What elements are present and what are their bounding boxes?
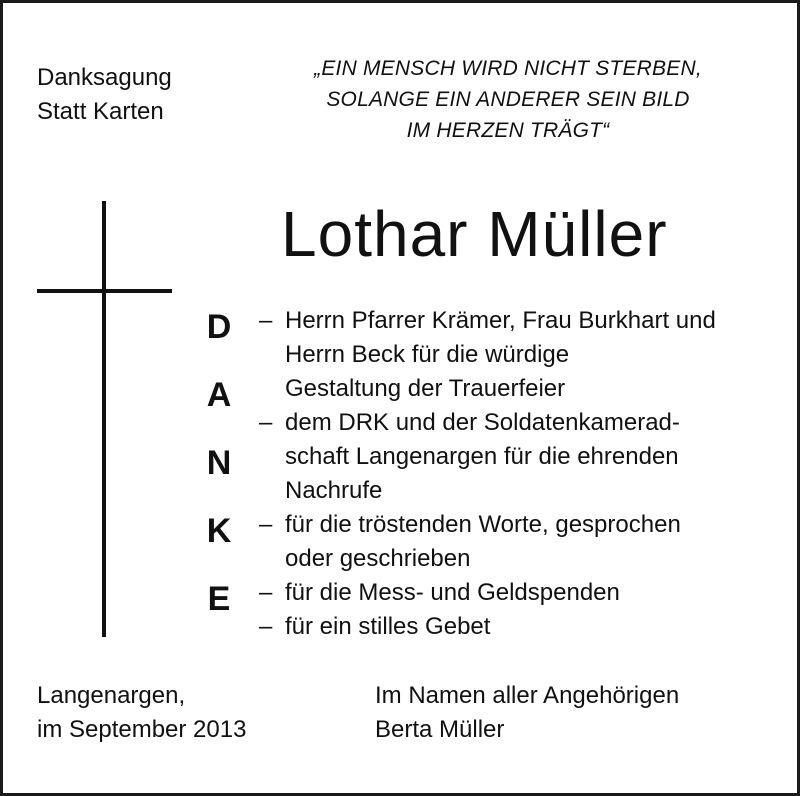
list-dash: – [259,511,273,538]
cross-vertical-bar [102,201,106,637]
signer-name: Berta Müller [375,716,505,743]
list-item-text: dem DRK und der Soldatenkamerad- [285,409,680,436]
quote-line: „EIN MENSCH WIRD NICHT STERBEN, [314,57,702,80]
signature-block [375,679,679,747]
deceased-name: Lothar Müller [281,198,668,270]
list-item [259,406,789,440]
list-item-text: für ein stilles Gebet [285,613,491,640]
place-and-date [37,679,246,747]
list-item-continuation [259,440,789,474]
list-item-text: Gestaltung der Trauerfeier [285,375,566,402]
list-item-continuation [259,372,789,406]
list-item [259,576,789,610]
danke-letter: A [206,376,232,414]
notice-heading [37,61,172,129]
cross-horizontal-bar [37,289,172,293]
memorial-quote [273,53,743,146]
list-item-text: Herrn Pfarrer Krämer, Frau Burkhart und [285,307,716,334]
place: Langenargen, [37,682,186,709]
heading-line-statt-karten: Statt Karten [37,98,164,125]
list-item-text: oder geschrieben [285,545,471,572]
list-item-text: für die tröstenden Worte, gesprochen [285,511,681,538]
list-item-continuation [259,474,789,508]
list-item [259,610,789,644]
danke-letter: E [207,580,231,618]
thanks-list [259,304,789,644]
list-item-text: Herrn Beck für die würdige [285,341,570,368]
date: im September 2013 [37,716,247,743]
list-item-text: für die Mess- und Geldspenden [285,579,620,606]
list-item [259,304,789,338]
list-dash: – [259,409,273,436]
list-item-continuation [259,338,789,372]
danke-letter: K [206,512,232,550]
cross-icon [37,201,172,637]
list-dash: – [259,307,273,334]
heading-line-danksagung: Danksagung [37,64,172,91]
danke-letter: N [206,444,232,482]
quote-line: IM HERZEN TRÄGT“ [406,119,610,142]
on-behalf-line: Im Namen aller Angehörigen [375,682,680,709]
list-item-text: Nachrufe [285,477,383,504]
list-dash: – [259,613,273,640]
danke-letter: D [206,308,232,346]
list-dash: – [259,579,273,606]
list-item [259,508,789,542]
list-item-continuation [259,542,789,576]
list-item-text: schaft Langenargen für die ehrenden [285,443,679,470]
quote-line: SOLANGE EIN ANDERER SEIN BILD [326,88,690,111]
